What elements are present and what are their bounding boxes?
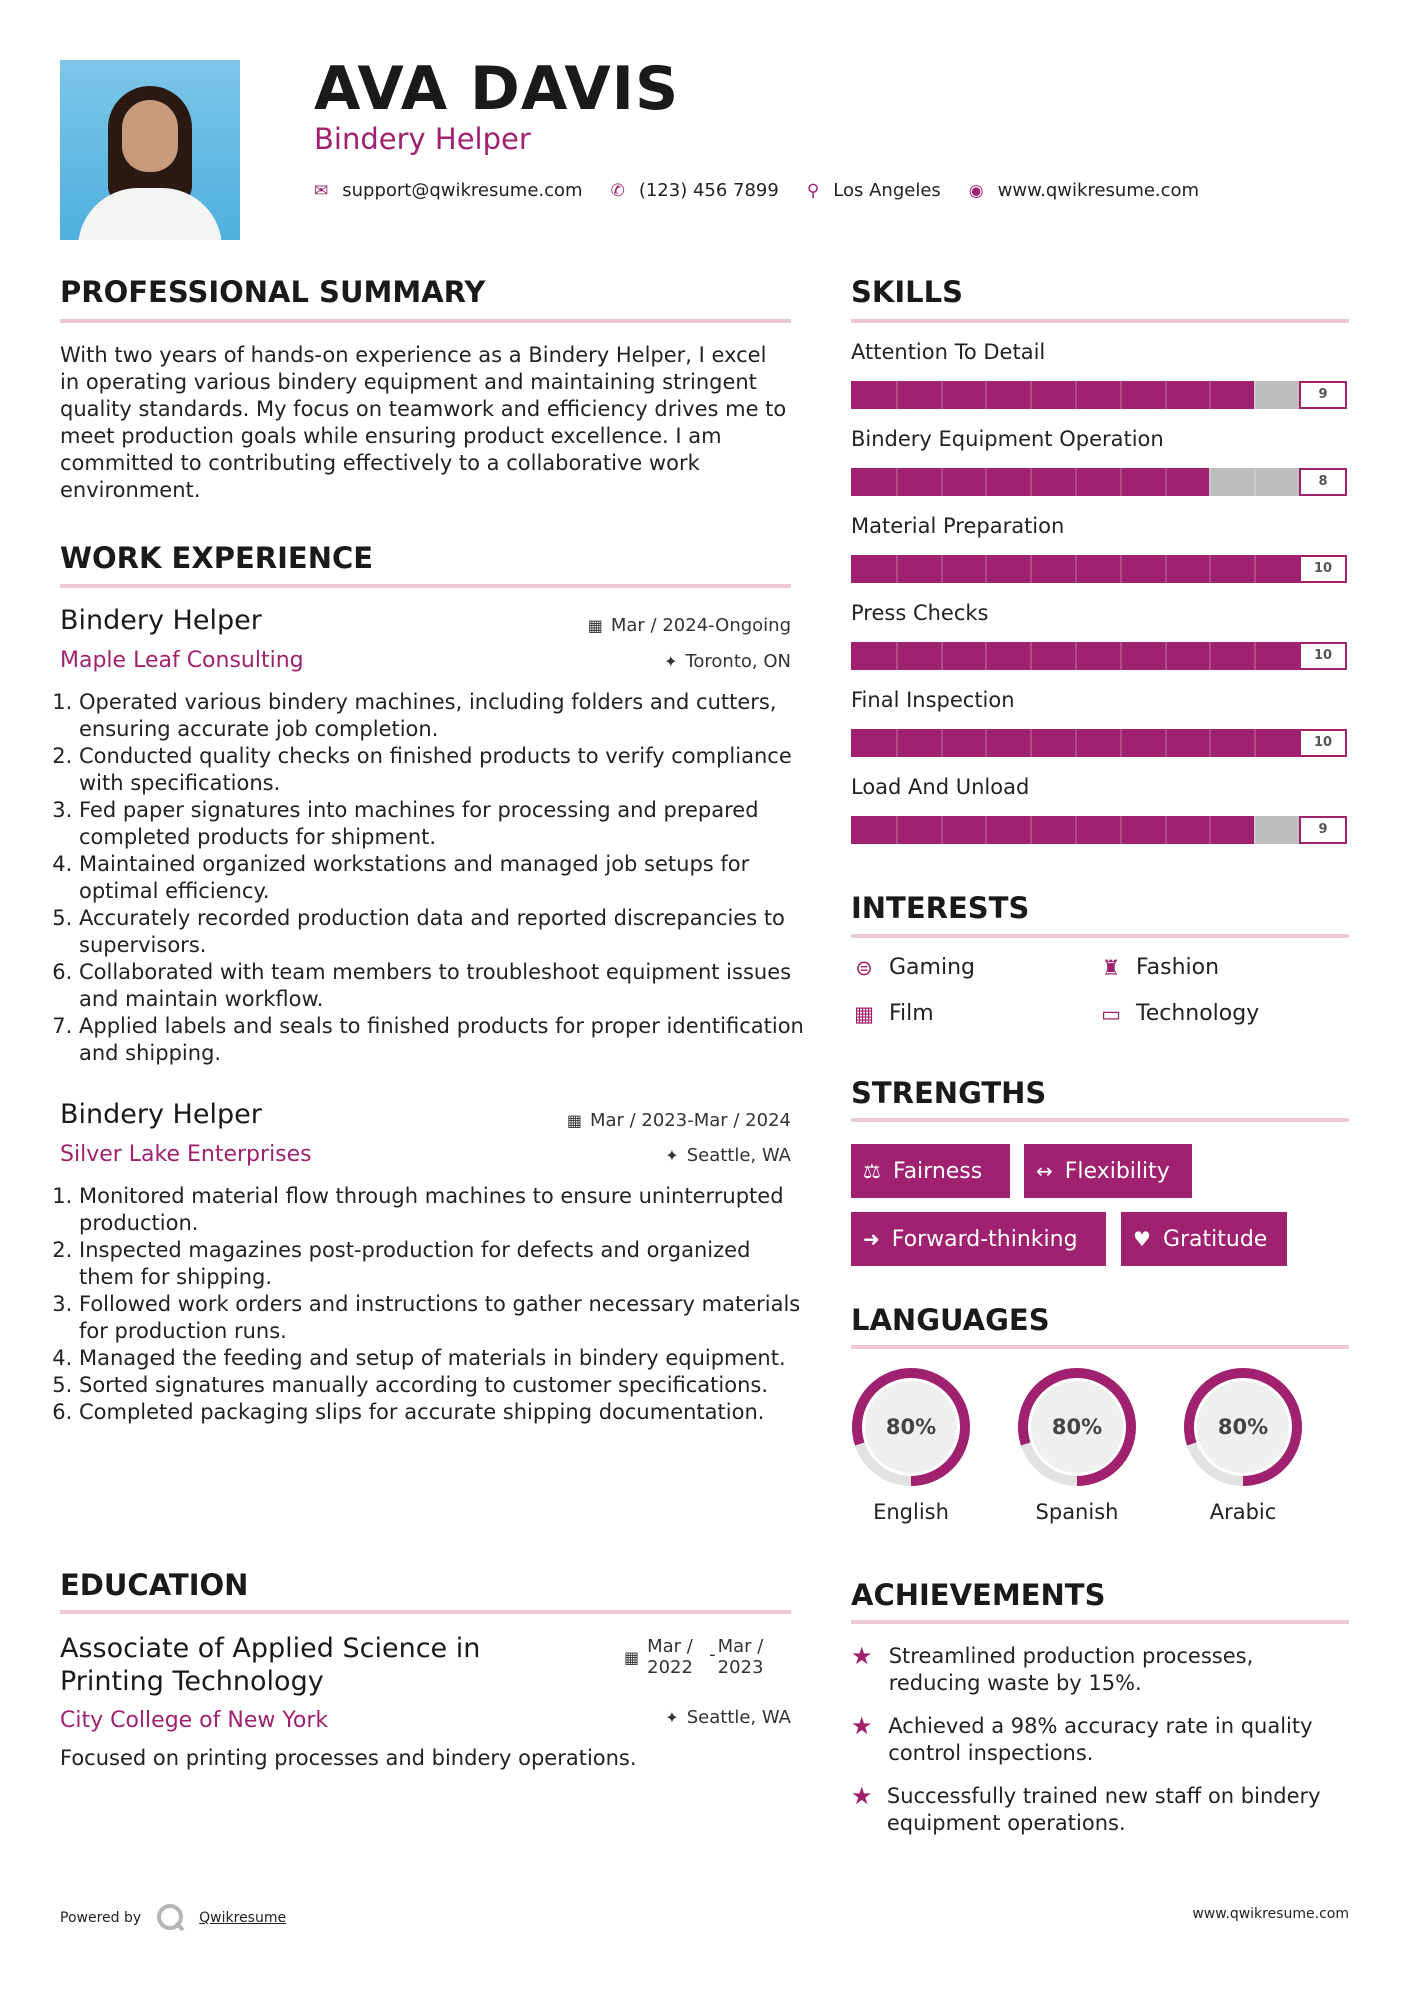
job-1-location: ✦ Toronto, ON [664, 651, 791, 672]
skill-label: Bindery Equipment Operation [851, 427, 1164, 451]
skill-bar-segment [1165, 729, 1167, 757]
education-dates [624, 1636, 778, 1678]
brand-link[interactable]: Qwikresume [199, 1910, 287, 1926]
skill-bar-segment [1254, 381, 1256, 409]
heart-icon: ♥ [1133, 1227, 1151, 1251]
strength-tag: ⚖ Fairness [851, 1144, 1010, 1198]
job-2-title: Bindery Helper [60, 1099, 262, 1130]
skill-bar-segment [1165, 555, 1167, 583]
skill-bar-segment [1030, 381, 1032, 409]
education-location: ✦ Seattle, WA [665, 1707, 791, 1728]
laptop-icon: ▭ [1101, 1001, 1121, 1026]
contact-website[interactable]: www.qwikresume.com [997, 180, 1200, 201]
skill-bar [851, 555, 1347, 583]
skill-label: Attention To Detail [851, 340, 1046, 364]
interests-heading: INTERESTS [851, 891, 1030, 925]
skill-bar-segment [1120, 555, 1122, 583]
skill-bar-track [851, 642, 1299, 670]
skill-bar [851, 729, 1347, 757]
pushpin-icon: ✦ [665, 1708, 679, 1727]
list-item: 5. Sorted signatures manually according to customer specifications. [79, 1372, 809, 1399]
job-title: Bindery Helper [314, 122, 531, 156]
strengths-heading: STRENGTHS [851, 1076, 1047, 1110]
calendar-icon: ▦ [566, 1111, 582, 1130]
map-marker-icon: ⚲ [806, 180, 820, 201]
skill-bar-segment [941, 642, 943, 670]
pushpin-icon: ✦ [665, 1146, 679, 1165]
skill-score: 10 [1299, 729, 1347, 757]
arrows-horizontal-icon: ↔ [1036, 1159, 1053, 1183]
job-1-title: Bindery Helper [60, 605, 262, 636]
language-item [1016, 1366, 1138, 1524]
language-name: Spanish [1035, 1500, 1119, 1524]
list-item: 6. Completed packaging slips for accurate shipping documentation. [79, 1399, 809, 1426]
skill-bar-segment [1209, 816, 1211, 844]
skill-bar-segment [1209, 555, 1211, 583]
skill-bar-segment [1254, 642, 1256, 670]
contact-email[interactable]: support@qwikresume.com [342, 180, 583, 201]
list-item: 7. Applied labels and seals to finished products for proper identification and shipping. [79, 1013, 809, 1067]
date-separator: - [709, 1644, 716, 1665]
contact-bar [314, 180, 1227, 201]
summary-heading: PROFESSIONAL SUMMARY [60, 275, 486, 309]
skill-bar-segment [1209, 381, 1211, 409]
list-item: 5. Accurately recorded production data and reported discrepancies to supervisors. [79, 905, 809, 959]
star-icon: ★ [851, 1712, 873, 1740]
section-divider [851, 319, 1349, 323]
section-divider [60, 1610, 791, 1614]
summary-text: With two years of hands-on experience as a Bindery Helper, I excel in operating various bindery equipment and maintaining stringent quality standards. My focus on teamwork and efficiency drives me to meet production goals while ensuring product excellence. I am committed to contributing effectively to a collaborative work environment. [60, 343, 787, 502]
skills-heading: SKILLS [851, 275, 963, 309]
skill-bar-segment [896, 729, 898, 757]
skill-bar-segment [896, 555, 898, 583]
section-divider [851, 934, 1349, 938]
skill-bar-segment [1120, 468, 1122, 496]
list-item: 3. Fed paper signatures into machines for processing and prepared completed products for shipment. [79, 797, 809, 851]
interest-item: ▦ Film [851, 1001, 934, 1026]
skill-bar-segment [941, 468, 943, 496]
skill-bar-segment [1075, 729, 1077, 757]
skill-bar-segment [1209, 642, 1211, 670]
interest-item: ♜ Fashion [1098, 955, 1219, 980]
language-name: English [873, 1500, 949, 1524]
skill-bar-segment [1075, 816, 1077, 844]
skill-bar-segment [896, 816, 898, 844]
film-icon: ▦ [854, 1001, 874, 1026]
skill-bar-segment [985, 816, 987, 844]
list-item: 6. Collaborated with team members to troubleshoot equipment issues and maintain workflow. [79, 959, 809, 1013]
skill-label: Final Inspection [851, 688, 1015, 712]
skill-bar-segment [1254, 816, 1256, 844]
skill-bar-track [851, 816, 1299, 844]
achievements-heading: ACHIEVEMENTS [851, 1578, 1106, 1612]
list-item: 2. Conducted quality checks on finished products to verify compliance with specifications. [79, 743, 809, 797]
skill-bar-segment [985, 642, 987, 670]
calendar-icon: ▦ [624, 1648, 640, 1667]
envelope-icon: ✉ [314, 180, 329, 201]
skill-bar-segment [1030, 816, 1032, 844]
skill-bar-segment [1209, 729, 1211, 757]
skill-bar-segment [1209, 468, 1211, 496]
skill-bar [851, 642, 1347, 670]
section-divider [851, 1118, 1349, 1122]
skill-bar-segment [1030, 468, 1032, 496]
degree-title: Associate of Applied Science in Printing Technology [60, 1633, 481, 1697]
list-item: 2. Inspected magazines post-production for defects and organized them for shipping. [79, 1237, 809, 1291]
job-1-company: Maple Leaf Consulting [60, 648, 304, 673]
skill-score: 10 [1299, 555, 1347, 583]
skill-bar-segment [896, 468, 898, 496]
skill-bar-segment [1075, 468, 1077, 496]
language-percent: 80% [1051, 1415, 1103, 1439]
skill-bar-segment [941, 555, 943, 583]
skill-bar-segment [1120, 816, 1122, 844]
job-2-duties [60, 1183, 809, 1426]
job-1-dates: ▦ Mar / 2024-Ongoing [587, 615, 791, 636]
skill-bar-segment [1075, 642, 1077, 670]
skill-bar-segment [1165, 468, 1167, 496]
skill-bar-segment [985, 468, 987, 496]
footer-website[interactable]: www.qwikresume.com [1192, 1906, 1349, 1922]
skill-bar-segment [985, 729, 987, 757]
skill-bar-track [851, 468, 1299, 496]
education-description: Focused on printing processes and bindery operations. [60, 1746, 637, 1770]
list-item: 3. Followed work orders and instructions to gather necessary materials for production runs. [79, 1291, 809, 1345]
education-start: Mar / 2022 [647, 1636, 693, 1678]
achievement-item: ★ Achieved a 98% accuracy rate in quality control inspections. [851, 1712, 1313, 1765]
skill-bar-segment [1030, 555, 1032, 583]
achievement-item: ★ Streamlined production processes, reducing waste by 15%. [851, 1642, 1254, 1695]
skill-bar-segment [896, 381, 898, 409]
education-end: Mar / 2023 [717, 1636, 764, 1678]
skill-bar-segment [941, 729, 943, 757]
skill-label: Press Checks [851, 601, 989, 625]
strength-tag: ➜ Forward-thinking [851, 1212, 1106, 1266]
skill-bar-fill [851, 381, 1254, 409]
job-2-dates: ▦ Mar / 2023-Mar / 2024 [566, 1110, 791, 1131]
skill-score: 8 [1299, 468, 1347, 496]
language-percent: 80% [885, 1415, 937, 1439]
phone-icon: ✆ [610, 180, 625, 201]
skill-bar-segment [1120, 381, 1122, 409]
skill-bar-segment [1165, 816, 1167, 844]
language-item [850, 1366, 972, 1524]
skill-bar-segment [1254, 555, 1256, 583]
skill-bar-segment [941, 381, 943, 409]
skill-bar-fill [851, 816, 1254, 844]
section-divider [851, 1620, 1349, 1624]
strength-tag: ♥ Gratitude [1121, 1212, 1287, 1266]
job-1-duties [60, 689, 809, 1067]
skill-bar-segment [1254, 468, 1256, 496]
calendar-icon: ▦ [587, 616, 603, 635]
globe-icon: ◉ [968, 180, 984, 201]
strength-tag: ↔ Flexibility [1024, 1144, 1192, 1198]
skill-bar-track [851, 381, 1299, 409]
skill-bar-segment [1165, 381, 1167, 409]
skill-score: 10 [1299, 642, 1347, 670]
skill-bar [851, 381, 1347, 409]
skill-label: Load And Unload [851, 775, 1030, 799]
job-2-location: ✦ Seattle, WA [665, 1145, 791, 1166]
skill-bar-segment [1120, 642, 1122, 670]
section-divider [60, 584, 791, 588]
list-item: 4. Managed the feeding and setup of materials in bindery equipment. [79, 1345, 809, 1372]
section-divider [851, 1345, 1349, 1349]
achievement-item: ★ Successfully trained new staff on bindery equipment operations. [851, 1782, 1321, 1835]
skill-bar-segment [896, 642, 898, 670]
language-ring [850, 1366, 972, 1488]
qwikresume-logo-icon [155, 1902, 187, 1934]
footer-powered-by: Powered by Qwikresume [60, 1902, 286, 1934]
skill-bar-segment [1254, 729, 1256, 757]
balance-scale-icon: ⚖ [863, 1159, 881, 1183]
language-item [1182, 1366, 1304, 1524]
language-ring [1182, 1366, 1304, 1488]
profile-photo [60, 60, 240, 240]
list-item: 1. Operated various bindery machines, including folders and cutters, ensuring accurate job completion. [79, 689, 809, 743]
skill-bar-segment [1075, 555, 1077, 583]
section-divider [60, 319, 791, 323]
skill-bar-track [851, 729, 1299, 757]
languages-heading: LANGUAGES [851, 1303, 1050, 1337]
contact-phone[interactable]: (123) 456 7899 [638, 180, 779, 201]
skill-bar [851, 816, 1347, 844]
contact-location: Los Angeles [833, 180, 941, 201]
skill-bar-segment [941, 816, 943, 844]
school-name: City College of New York [60, 1708, 329, 1733]
shopping-bag-icon: ♜ [1101, 955, 1121, 980]
list-item: 1. Monitored material flow through machines to ensure uninterrupted production. [79, 1183, 809, 1237]
skill-bar-segment [1030, 729, 1032, 757]
skill-score: 9 [1299, 816, 1347, 844]
interest-item: ⊜ Gaming [851, 955, 975, 980]
gamepad-icon: ⊜ [855, 955, 873, 980]
skill-bar [851, 468, 1347, 496]
skill-bar-segment [985, 381, 987, 409]
education-heading: EDUCATION [60, 1568, 249, 1602]
skill-bar-segment [985, 555, 987, 583]
list-item: 4. Maintained organized workstations and managed job setups for optimal efficiency. [79, 851, 809, 905]
skill-bar-segment [1120, 729, 1122, 757]
job-2-company: Silver Lake Enterprises [60, 1142, 312, 1167]
skill-bar-track [851, 555, 1299, 583]
star-icon: ★ [851, 1642, 873, 1670]
skill-label: Material Preparation [851, 514, 1065, 538]
skill-bar-segment [1075, 381, 1077, 409]
language-ring [1016, 1366, 1138, 1488]
candidate-name: AVA DAVIS [314, 54, 680, 124]
arrow-right-icon: ➜ [863, 1227, 880, 1251]
skill-bar-segment [1030, 642, 1032, 670]
pushpin-icon: ✦ [664, 652, 678, 671]
language-name: Arabic [1209, 1500, 1277, 1524]
star-icon: ★ [851, 1782, 873, 1810]
language-percent: 80% [1217, 1415, 1269, 1439]
skill-bar-segment [1165, 642, 1167, 670]
skill-score: 9 [1299, 381, 1347, 409]
experience-heading: WORK EXPERIENCE [60, 541, 374, 575]
interest-item: ▭ Technology [1098, 1001, 1259, 1026]
